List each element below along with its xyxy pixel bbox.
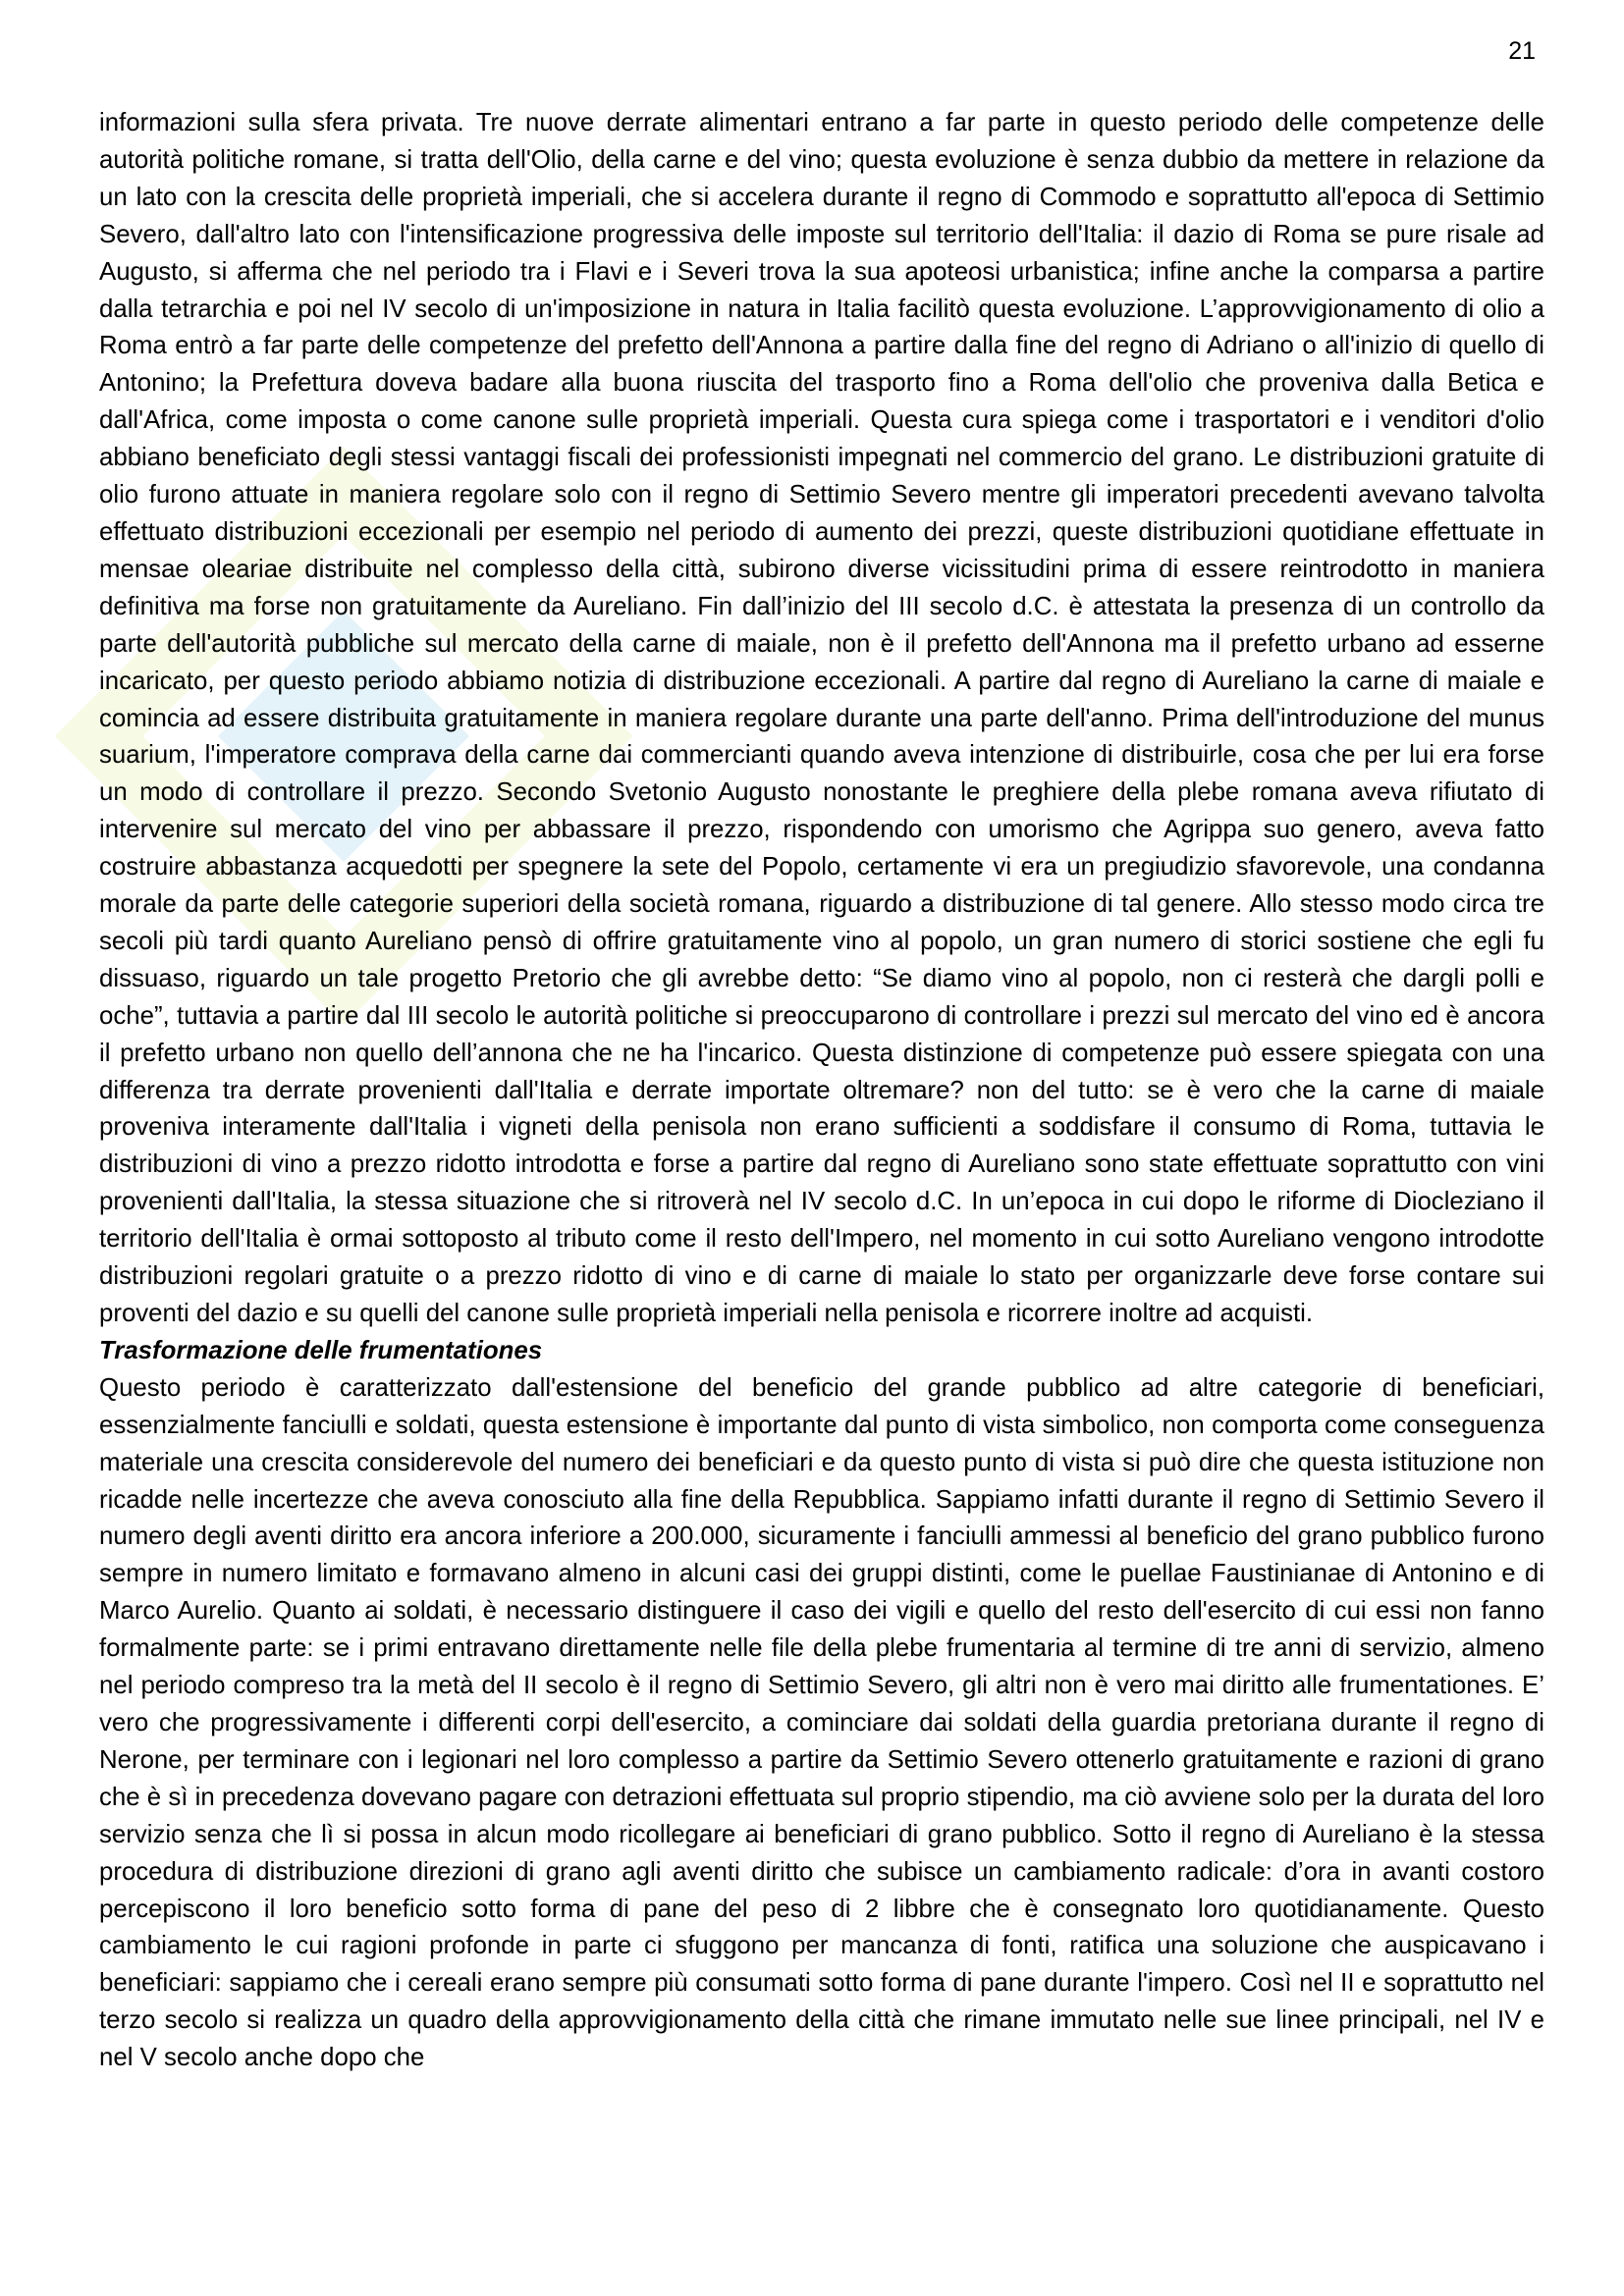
- body-paragraph: informazioni sulla sfera privata. Tre nuove derrate alimentari entrano a far parte in questo periodo delle competenze delle autorità politiche romane, si tratta dell'Olio, della carne e del vino; questa evoluzione è senza dubbio da mettere in relazione da un lato con la crescita delle proprietà imperiali, che si accelera durante il regno di Commodo e soprattutto all'epoca di Settimio Severo, dall'altro lato con l'intensificazione progressiva delle imposte sul territorio dell'Italia: il dazio di Roma se pure risale ad Augusto, si afferma che nel periodo tra i Flavi e i Severi trova la sua apoteosi urbanistica; infine anche la comparsa a partire dalla tetrarchia e poi nel IV secolo di un'imposizione in natura in Italia facilitò questa evoluzione. L’approvvigionamento di olio a Roma entrò a far parte delle competenze del prefetto dell'Annona a partire dalla fine del regno di Adriano o all'inizio di quello di Antonino; la Prefettura doveva badare alla buona riuscita del trasporto fino a Roma dell'olio che proveniva dalla Betica e dall'Africa, come imposta o come canone sulle proprietà imperiali. Questa cura spiega come i trasportatori e i venditori d'olio abbiano beneficiato degli stessi vantaggi fiscali dei professionisti impegnati nel commercio del grano. Le distribuzioni gratuite di olio furono attuate in maniera regolare solo con il regno di Settimio Severo mentre gli imperatori precedenti avevano talvolta effettuato distribuzioni eccezionali per esempio nel periodo di aumento dei prezzi, queste distribuzioni quotidiane effettuate in mensae oleariae distribuite nel complesso della città, subirono diverse vicissitudini prima di essere reintrodotto in maniera definitiva ma forse non gratuitamente da Aureliano. Fin dall’inizio del III secolo d.C. è attestata la presenza di un controllo da parte dell'autorità pubbliche sul mercato della carne di maiale, non è il prefetto dell'Annona ma il prefetto urbano ad esserne incaricato, per questo periodo abbiamo notizia di distribuzione eccezionali. A partire dal regno di Aureliano la carne di maiale e comincia ad essere distribuita gratuitamente in maniera regolare durante una parte dell'anno. Prima dell'introduzione del munus suarium, l'imperatore comprava della carne dai commercianti quando aveva intenzione di distribuirle, cosa che per lui era forse un modo di controllare il prezzo. Secondo Svetonio Augusto nonostante le preghiere della plebe romana aveva rifiutato di intervenire sul mercato del vino per abbassare il prezzo, rispondendo con umorismo che Agrippa suo genero, aveva fatto costruire abbastanza acquedotti per spegnere la sete del Popolo, certamente vi era un pregiudizio sfavorevole, una condanna morale da parte delle categorie superiori della società romana, riguardo a distribuzione di tal genere. Allo stesso modo circa tre secoli più tardi quanto Aureliano pensò di offrire gratuitamente vino al popolo, un gran numero di storici sostiene che egli fu dissuaso, riguardo un tale progetto Pretorio che gli avrebbe detto: “Se diamo vino al popolo, non ci resterà che dargli polli e oche”, tuttavia a partire dal III secolo le autorità politiche si preoccuparono di controllare i prezzi sul mercato del vino ed è ancora il prefetto urbano non quello dell’annona che ne ha l'incarico. Questa distinzione di competenze può essere spiegata con una differenza tra derrate provenienti dall'Italia e derrate importate oltremare? non del tutto: se è vero che la carne di maiale proveniva interamente dall'Italia i vigneti della penisola non erano sufficienti a soddisfare il consumo di Roma, tuttavia le distribuzioni di vino a prezzo ridotto introdotta e forse a partire dal regno di Aureliano sono state effettuate soprattutto con vini provenienti dall'Italia, la stessa situazione che si ritroverà nel IV secolo d.C. In un’epoca in cui dopo le riforme di Diocleziano il territorio dell'Italia è ormai sottoposto al tributo come il resto dell'Impero, nel momento in cui sotto Aureliano vengono introdotte distribuzioni regolari gratuite o a prezzo ridotto di vino e di carne di maiale lo stato per organizzarle deve forse contare sui proventi del dazio e su quelli del canone sulle proprietà imperiali nella penisola e ricorrere inoltre ad acquisti.: [99, 109, 1544, 1327]
- body-paragraph: Questo periodo è caratterizzato dall'estensione del beneficio del grande pubblico ad altre categorie di beneficiari, essenzialmente fanciulli e soldati, questa estensione è importante dal punto di vista simbolico, non comporta come conseguenza materiale una crescita considerevole del numero dei beneficiari e da questo punto di vista si può dire che questa istituzione non ricadde nelle incertezze che aveva conosciuto alla fine della Repubblica. Sappiamo infatti durante il regno di Settimio Severo il numero degli aventi diritto era ancora inferiore a 200.000, sicuramente i fanciulli ammessi al beneficio del grano pubblico furono sempre in numero limitato e formavano almeno in alcuni casi dei gruppi distinti, come le puellae Faustinianae di Antonino e di Marco Aurelio. Quanto ai soldati, è necessario distinguere il caso dei vigili e quello del resto dell'esercito di cui essi non fanno formalmente parte: se i primi entravano direttamente nelle file della plebe frumentaria al termine di tre anni di servizio, almeno nel periodo compreso tra la metà del II secolo è il regno di Settimio Severo, gli altri non è vero mai diritto alle frumentationes. E’ vero che progressivamente i differenti corpi dell'esercito, a cominciare dai soldati della guardia pretoriana durante il regno di Nerone, per terminare con i legionari nel loro complesso a partire da Settimio Severo ottenerlo gratuitamente e razioni di grano che è sì in precedenza dovevano pagare con detrazioni effettuata sul proprio stipendio, ma ciò avviene solo per la durata del loro servizio senza che lì si possa in alcun modo ricollegare ai beneficiari di grano pubblico. Sotto il regno di Aureliano è la stessa procedura di distribuzione direzioni di grano agli aventi diritto che subisce un cambiamento radicale: d’ora in avanti costoro percepiscono il loro beneficio sotto forma di pane del peso di 2 libbre che è consegnato loro quotidianamente. Questo cambiamento le cui ragioni profonde in parte ci sfuggono per mancanza di fonti, ratifica una soluzione che auspicavano i beneficiari: sappiamo che i cereali erano sempre più consumati sotto forma di pane durante l'impero. Così nel II e soprattutto nel terzo secolo si realizza un quadro della approvvigionamento della città che rimane immutato nelle sue linee principali, nel IV e nel V secolo anche dopo che: [99, 1373, 1544, 2072]
- section-heading: Trasformazione delle frumentationes: [99, 1336, 543, 1364]
- document-body: [99, 105, 1544, 2077]
- page-number: 21: [1508, 37, 1536, 65]
